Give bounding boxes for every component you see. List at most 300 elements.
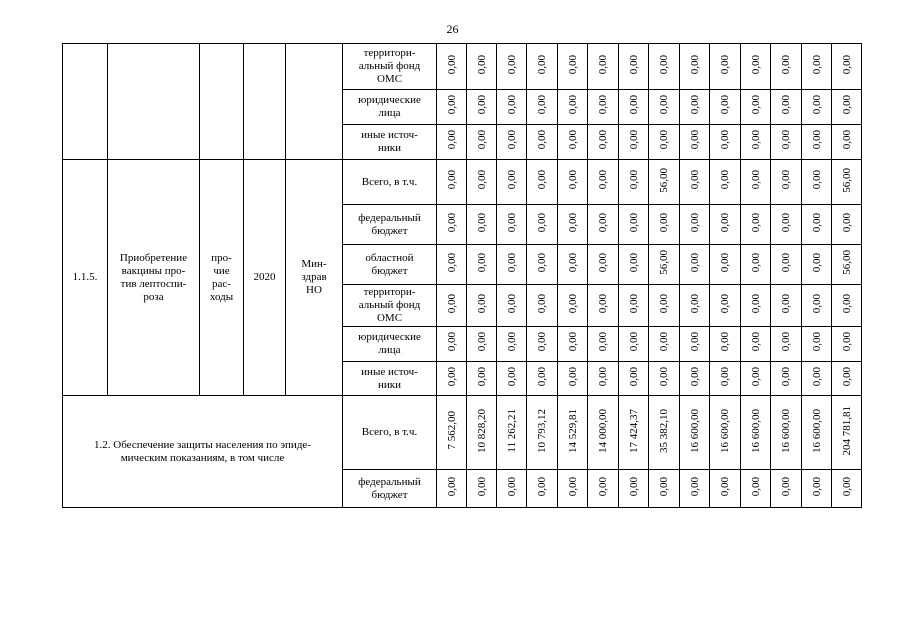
value-text: 0,00 [536,130,548,150]
value-cell [527,125,558,160]
prev-item-number-cell [63,44,108,160]
value-cell [832,205,862,245]
value-text: 0,00 [780,252,792,273]
value-cell [802,396,832,470]
value-text: 16 600,00 [688,408,701,453]
value-cell [558,90,588,125]
value-text: 0,00 [719,476,731,497]
value-cell [680,285,710,327]
funding-source-cell: иные источ- ники [343,125,437,160]
value-cell [619,285,649,327]
value-cell [802,90,832,125]
funding-source-cell: областной бюджет [343,245,437,285]
value-text: 0,00 [810,476,823,497]
value-cell [832,44,862,90]
value-text: 0,00 [475,366,488,387]
value-text: 0,00 [597,252,609,273]
value-text: 0,00 [810,54,823,75]
value-cell [802,327,832,362]
value-text: 0,00 [810,170,823,190]
value-cell [649,90,680,125]
value-text: 0,00 [445,476,458,497]
budget-table [62,43,862,508]
value-text: 0,00 [688,252,701,273]
prev-item-year-cell [244,44,286,160]
value-text: 0,00 [627,476,640,497]
value-text: 0,00 [505,366,518,387]
table-row [63,44,862,90]
value-text: 0,00 [445,95,458,115]
value-text: 0,00 [445,293,458,314]
value-cell [680,205,710,245]
value-cell [619,160,649,205]
value-cell [497,205,527,245]
value-text: 0,00 [810,130,823,150]
value-text: 0,00 [475,130,488,150]
funding-source-cell: Всего, в т.ч. [343,160,437,205]
value-cell [588,125,619,160]
value-cell [467,160,497,205]
value-text: 0,00 [536,252,548,273]
value-cell [437,90,467,125]
value-cell [497,125,527,160]
value-cell [588,160,619,205]
value-text: 0,00 [658,366,670,387]
value-cell [437,245,467,285]
value-cell [467,362,497,396]
value-cell [558,160,588,205]
value-text: 0,00 [749,95,762,115]
value-text: 0,00 [627,252,640,273]
value-text: 0,00 [688,170,701,190]
value-text: 0,00 [719,130,731,150]
value-cell [588,90,619,125]
funding-source-cell: территори- альный фонд ОМС [343,285,437,327]
value-text: 0,00 [719,95,731,115]
value-text: 0,00 [780,332,792,352]
value-cell [649,285,680,327]
value-text: 10 793,12 [536,408,548,453]
value-text: 0,00 [566,130,579,150]
value-text: 0,00 [780,130,792,150]
value-cell [437,470,467,508]
value-cell [680,396,710,470]
value-text: 0,00 [749,212,762,233]
value-cell [710,160,741,205]
value-cell [527,205,558,245]
value-cell [437,44,467,90]
value-text: 56,00 [840,167,853,193]
value-text: 0,00 [536,332,548,352]
value-text: 0,00 [505,476,518,497]
value-cell [467,90,497,125]
value-text: 16 600,00 [780,408,792,453]
value-text: 0,00 [597,332,609,352]
value-text: 0,00 [688,212,701,233]
value-text: 0,00 [840,95,853,115]
value-cell [802,245,832,285]
value-cell [558,327,588,362]
value-text: 0,00 [536,293,548,314]
value-cell [741,44,771,90]
value-cell [558,396,588,470]
value-cell [710,44,741,90]
value-text: 0,00 [810,293,823,314]
value-text: 0,00 [840,293,853,314]
value-text: 0,00 [840,332,853,352]
value-cell [741,327,771,362]
value-text: 0,00 [566,95,579,115]
value-cell [527,285,558,327]
value-text: 0,00 [749,332,762,352]
value-text: 0,00 [749,130,762,150]
value-text: 0,00 [719,170,731,190]
value-cell [527,44,558,90]
value-text: 0,00 [505,212,518,233]
table-row [63,396,862,470]
value-text: 0,00 [536,54,548,75]
value-cell [710,362,741,396]
value-text: 0,00 [536,476,548,497]
value-cell [437,285,467,327]
value-text: 0,00 [627,332,640,352]
value-cell [832,362,862,396]
value-cell [619,470,649,508]
value-text: 0,00 [719,332,731,352]
value-cell [649,396,680,470]
value-cell [619,90,649,125]
value-text: 0,00 [597,366,609,387]
value-cell [497,44,527,90]
value-cell [771,396,802,470]
value-text: 0,00 [688,95,701,115]
value-text: 0,00 [658,130,670,150]
value-text: 0,00 [566,366,579,387]
value-cell [497,245,527,285]
value-text: 0,00 [810,252,823,273]
value-text: 0,00 [566,170,579,190]
value-cell [619,327,649,362]
value-text: 0,00 [536,212,548,233]
value-cell [680,362,710,396]
value-cell [802,205,832,245]
value-cell [649,44,680,90]
value-cell [527,90,558,125]
value-cell [832,396,862,470]
value-cell [467,396,497,470]
value-text: 0,00 [445,170,458,190]
value-cell [619,205,649,245]
value-cell [558,245,588,285]
value-text: 17 424,37 [627,408,640,453]
item-expense-type: про- чие рас- ходы [200,160,244,396]
value-cell [649,125,680,160]
value-cell [437,160,467,205]
value-text: 0,00 [445,212,458,233]
value-text: 0,00 [749,170,762,190]
value-text: 10 828,20 [475,408,488,453]
value-text: 0,00 [749,476,762,497]
value-cell [771,245,802,285]
value-cell [588,396,619,470]
value-text: 0,00 [597,212,609,233]
value-cell [832,125,862,160]
value-cell [771,362,802,396]
value-cell [741,125,771,160]
value-text: 11 262,21 [505,408,518,453]
value-cell [497,160,527,205]
funding-source-cell: юридические лица [343,90,437,125]
value-text: 0,00 [475,293,488,314]
value-text: 0,00 [658,293,670,314]
value-cell [832,327,862,362]
value-text: 14 529,81 [566,408,579,453]
value-text: 0,00 [475,332,488,352]
value-text: 0,00 [658,54,670,75]
value-text: 0,00 [505,332,518,352]
value-cell [588,470,619,508]
value-text: 0,00 [566,54,579,75]
value-text: 0,00 [658,332,670,352]
value-text: 0,00 [780,95,792,115]
value-text: 0,00 [810,212,823,233]
value-cell [558,125,588,160]
value-text: 0,00 [627,212,640,233]
value-text: 0,00 [566,293,579,314]
value-text: 0,00 [810,366,823,387]
value-cell [680,245,710,285]
value-text: 0,00 [475,212,488,233]
value-text: 0,00 [749,54,762,75]
value-cell [802,125,832,160]
value-cell [588,285,619,327]
value-cell [710,125,741,160]
value-text: 0,00 [627,130,640,150]
value-cell [710,245,741,285]
value-cell [741,470,771,508]
value-cell [649,160,680,205]
value-cell [558,44,588,90]
value-text: 0,00 [780,170,792,190]
value-text: 0,00 [475,476,488,497]
value-text: 0,00 [536,95,548,115]
value-cell [437,362,467,396]
value-text: 0,00 [475,54,488,75]
value-cell [619,125,649,160]
value-cell [802,470,832,508]
value-text: 0,00 [780,366,792,387]
value-text: 0,00 [780,54,792,75]
value-cell [771,327,802,362]
value-cell [467,245,497,285]
item-name: Приобретение вакцины про- тив лептоспи- роза [108,160,200,396]
value-text: 35 382,10 [658,408,670,453]
value-cell [588,362,619,396]
value-cell [710,90,741,125]
funding-source-cell: федеральный бюджет [343,205,437,245]
value-text: 0,00 [627,95,640,115]
value-cell [527,245,558,285]
value-text: 0,00 [719,293,731,314]
value-cell [558,205,588,245]
value-cell [771,470,802,508]
value-cell [649,327,680,362]
value-cell [680,327,710,362]
value-text: 0,00 [597,95,609,115]
value-cell [710,285,741,327]
value-text: 16 600,00 [810,408,823,453]
value-cell [649,205,680,245]
value-text: 0,00 [475,95,488,115]
value-cell [619,44,649,90]
value-cell [497,90,527,125]
funding-source-cell: юридические лица [343,327,437,362]
value-cell [802,362,832,396]
value-text: 0,00 [840,212,853,233]
value-text: 0,00 [505,170,518,190]
page-number: 26 [446,22,459,36]
funding-source-cell: иные источ- ники [343,362,437,396]
value-text: 0,00 [505,95,518,115]
value-cell [467,125,497,160]
value-text: 0,00 [658,95,670,115]
value-cell [619,362,649,396]
value-text: 56,00 [658,250,670,275]
value-cell [680,160,710,205]
value-text: 0,00 [566,476,579,497]
value-cell [649,362,680,396]
value-cell [802,160,832,205]
value-cell [832,90,862,125]
funding-source-cell: территори- альный фонд ОМС [343,44,437,90]
value-cell [619,245,649,285]
value-text: 0,00 [597,54,609,75]
value-text: 204 781,81 [840,405,853,456]
value-text: 0,00 [749,293,762,314]
value-text: 0,00 [505,293,518,314]
value-text: 0,00 [536,170,548,190]
value-text: 0,00 [688,366,701,387]
value-text: 0,00 [445,130,458,150]
value-text: 0,00 [719,212,731,233]
value-text: 0,00 [688,293,701,314]
value-text: 0,00 [719,54,731,75]
value-cell [497,396,527,470]
value-text: 0,00 [840,54,853,75]
value-cell [649,470,680,508]
funding-source-cell: федеральный бюджет [343,470,437,508]
value-text: 0,00 [780,293,792,314]
value-cell [710,396,741,470]
value-text: 0,00 [445,332,458,352]
value-text: 56,00 [840,250,853,275]
value-cell [771,205,802,245]
value-cell [558,285,588,327]
value-cell [588,245,619,285]
prev-item-expense-cell [200,44,244,160]
value-text: 0,00 [445,252,458,273]
value-cell [710,327,741,362]
value-text: 0,00 [749,252,762,273]
value-text: 0,00 [597,170,609,190]
value-cell [467,44,497,90]
value-cell [771,160,802,205]
value-cell [832,245,862,285]
value-cell [497,285,527,327]
value-cell [558,470,588,508]
value-cell [802,285,832,327]
value-text: 0,00 [536,366,548,387]
item-year: 2020 [244,160,286,396]
value-cell [588,205,619,245]
value-cell [467,327,497,362]
funding-source-cell: Всего, в т.ч. [343,396,437,470]
value-cell [497,362,527,396]
value-text: 16 600,00 [719,408,731,453]
value-cell [741,245,771,285]
value-text: 0,00 [627,54,640,75]
value-cell [467,205,497,245]
value-text: 0,00 [688,130,701,150]
value-cell [710,470,741,508]
value-text: 14 000,00 [597,408,609,453]
value-text: 0,00 [840,476,853,497]
value-text: 0,00 [810,95,823,115]
value-cell [527,396,558,470]
value-text: 0,00 [566,212,579,233]
value-text: 56,00 [658,167,670,193]
value-text: 0,00 [475,170,488,190]
value-text: 0,00 [505,130,518,150]
value-text: 0,00 [688,332,701,352]
value-text: 0,00 [840,366,853,387]
value-text: 0,00 [627,366,640,387]
value-cell [741,90,771,125]
value-cell [741,396,771,470]
value-text: 16 600,00 [749,408,762,453]
value-cell [802,44,832,90]
value-cell [710,205,741,245]
value-text: 0,00 [688,54,701,75]
value-cell [680,125,710,160]
value-cell [588,44,619,90]
prev-item-name-cell [108,44,200,160]
value-text: 0,00 [810,332,823,352]
value-cell [680,90,710,125]
value-cell [527,160,558,205]
table-row [63,160,862,205]
value-cell [467,470,497,508]
value-text: 0,00 [688,476,701,497]
value-cell [619,396,649,470]
prev-item-executor-cell [286,44,343,160]
value-cell [437,396,467,470]
value-cell [771,44,802,90]
value-text: 0,00 [749,366,762,387]
value-text: 0,00 [475,252,488,273]
item-executor: Мин- здрав НО [286,160,343,396]
value-text: 0,00 [627,170,640,190]
value-text: 0,00 [719,252,731,273]
value-cell [527,362,558,396]
value-text: 0,00 [627,293,640,314]
value-cell [832,285,862,327]
value-cell [527,327,558,362]
value-cell [832,470,862,508]
value-cell [558,362,588,396]
value-cell [771,125,802,160]
value-cell [741,205,771,245]
